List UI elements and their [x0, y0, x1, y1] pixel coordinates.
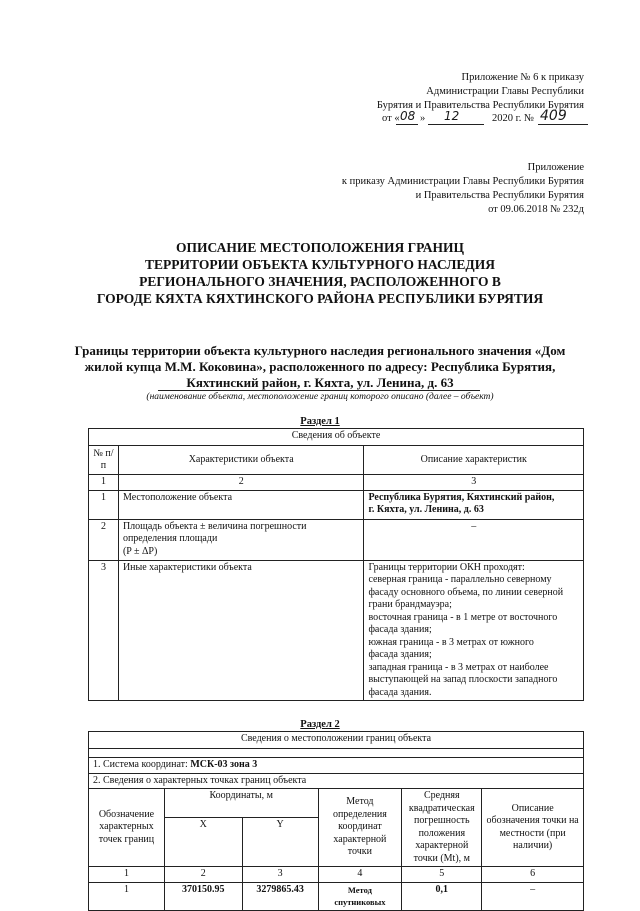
table-row	[89, 490, 584, 519]
main-title-line4: ГОРОДЕ КЯХТА КЯХТИНСКОГО РАЙОНА РЕСПУБЛИКИ БУРЯТИЯ	[96, 291, 544, 306]
row-desc-line: восточная граница - в 1 метре от восточного	[368, 611, 558, 623]
points-label: 2. Сведения о характерных точках границ объекта	[89, 773, 584, 789]
row-num: 3	[89, 560, 119, 701]
table-header-row	[89, 446, 584, 475]
appendix-line4: от 09.06.2018 № 232д	[488, 204, 584, 215]
header-error: Средняя квадратическая погрешность положения характерной точки (Mt), м	[402, 789, 482, 867]
table-index-row	[89, 475, 584, 491]
row-desc	[364, 560, 584, 701]
coord-system-label: 1. Система координат:	[93, 759, 188, 770]
index-cell: 6	[482, 867, 584, 883]
order-appendix-line3: Бурятия и Правительства Республики Бурятия	[376, 100, 584, 111]
header-method: Метод определения координат характерной точки	[318, 789, 402, 867]
description-cell: –	[482, 882, 584, 910]
row-desc-line: северная граница - параллельно северному	[368, 574, 552, 585]
object-name-rule	[158, 390, 480, 391]
row-desc-line: фасада здания;	[368, 649, 432, 660]
date-day-underline	[396, 124, 418, 125]
row-name-line: Площадь объекта ± величина погрешности	[122, 520, 307, 532]
appendix-line3: и Правительства Республики Бурятия	[415, 190, 584, 201]
index-cell: 5	[402, 867, 482, 883]
method-cell: Метод спутниковых	[318, 882, 402, 910]
index-cell: 4	[318, 867, 402, 883]
row-desc-line: западная граница - в 3 метрах от наиболее	[368, 661, 549, 673]
header-description: Описание характеристик	[364, 446, 584, 475]
header-point: Обозначение характерных точек границ	[89, 789, 165, 867]
date-month-underline	[428, 124, 484, 125]
main-title-line1: ОПИСАНИЕ МЕСТОПОЛОЖЕНИЯ ГРАНИЦ	[176, 240, 464, 255]
index-cell: 1	[89, 475, 119, 491]
section1-table	[88, 428, 584, 701]
row-name: Иные характеристики объекта	[118, 560, 363, 701]
section2-title: Раздел 2	[300, 719, 340, 730]
object-name-line1: Границы территории объекта культурного наследия регионального значения «Дом	[74, 343, 566, 358]
table-row	[89, 882, 584, 910]
header-characteristic: Характеристики объекта	[118, 446, 363, 475]
coord-system-value: МСК-03 зона 3	[190, 759, 258, 770]
date-prefix: от «	[382, 113, 400, 124]
header-coords: Координаты, м	[164, 789, 318, 818]
row-name-line: (P ± ΔP)	[122, 545, 158, 557]
row-desc-line: выступающей на запад плоскости западного	[368, 674, 558, 685]
spacer-row	[89, 749, 584, 758]
table-index-row	[89, 867, 584, 883]
date-day-handwritten: 08	[400, 109, 416, 123]
header-description: Описание обозначения точки на местности (при наличии)	[482, 789, 584, 867]
error-cell: 0,1	[402, 882, 482, 910]
index-cell: 3	[242, 867, 318, 883]
row-name	[118, 519, 363, 560]
y-cell: 3279865.43	[242, 882, 318, 910]
order-appendix-line2: Администрации Главы Республики	[426, 86, 584, 97]
header-num: № п/п	[89, 446, 119, 475]
row-num: 1	[89, 490, 119, 519]
row-desc-line: фасаду основного объема, по линии северной	[368, 586, 564, 598]
order-appendix-line1: Приложение № 6 к приказу	[461, 72, 584, 83]
row-desc: –	[364, 519, 584, 560]
order-date-line	[382, 108, 592, 129]
row-desc-line: грани брандмауэра;	[368, 599, 452, 610]
row-name: Местоположение объекта	[118, 490, 363, 519]
main-title-line3: РЕГИОНАЛЬНОГО ЗНАЧЕНИЯ, РАСПОЛОЖЕННОГО В	[139, 274, 501, 289]
row-desc-line: г. Кяхта, ул. Ленина, д. 63	[368, 504, 484, 515]
index-cell: 3	[364, 475, 584, 491]
date-year: 2020 г. №	[492, 113, 535, 124]
order-number-handwritten: 409	[540, 108, 567, 124]
table-row	[89, 560, 584, 701]
row-desc	[364, 490, 584, 519]
header-y: Y	[242, 818, 318, 867]
section2-table	[88, 731, 584, 911]
table-header-row	[89, 789, 584, 818]
section1-title: Раздел 1	[300, 416, 340, 427]
row-desc-line: Республика Бурятия, Кяхтинский район,	[368, 491, 555, 503]
table-row	[89, 519, 584, 560]
object-name-line2: жилой купца М.М. Коковина», расположенного по адресу: Республика Бурятия,	[84, 359, 556, 374]
point-cell: 1	[89, 882, 165, 910]
x-cell: 370150.95	[164, 882, 242, 910]
row-num: 2	[89, 519, 119, 560]
coord-system-row	[89, 758, 584, 774]
appendix-line1: Приложение	[527, 162, 584, 173]
row-desc-line: фасада здания;	[368, 624, 432, 635]
order-number-underline	[538, 124, 588, 125]
main-title-line2: ТЕРРИТОРИИ ОБЪЕКТА КУЛЬТУРНОГО НАСЛЕДИЯ	[145, 257, 495, 272]
row-desc-line: Границы территории ОКН проходят:	[368, 561, 525, 573]
index-cell: 2	[118, 475, 363, 491]
date-month-handwritten: 12	[444, 109, 460, 123]
object-name-note: (наименование объекта, местоположение границ которого описано (далее – объект)	[146, 392, 494, 402]
row-desc-line: южная граница - в 3 метрах от южного	[368, 636, 534, 648]
row-desc-line: фасада здания.	[368, 686, 432, 698]
date-mid: »	[420, 113, 426, 124]
section2-caption: Сведения о местоположении границ объекта	[89, 732, 584, 749]
appendix-line2: к приказу Администрации Главы Республики Бурятия	[341, 176, 584, 187]
row-name-line: определения площади	[122, 533, 218, 544]
section1-caption: Сведения об объекте	[89, 429, 584, 446]
object-name-line3: Кяхтинский район, г. Кяхта, ул. Ленина, д. 63	[186, 375, 454, 390]
header-x: X	[164, 818, 242, 867]
index-cell: 2	[164, 867, 242, 883]
index-cell: 1	[89, 867, 165, 883]
